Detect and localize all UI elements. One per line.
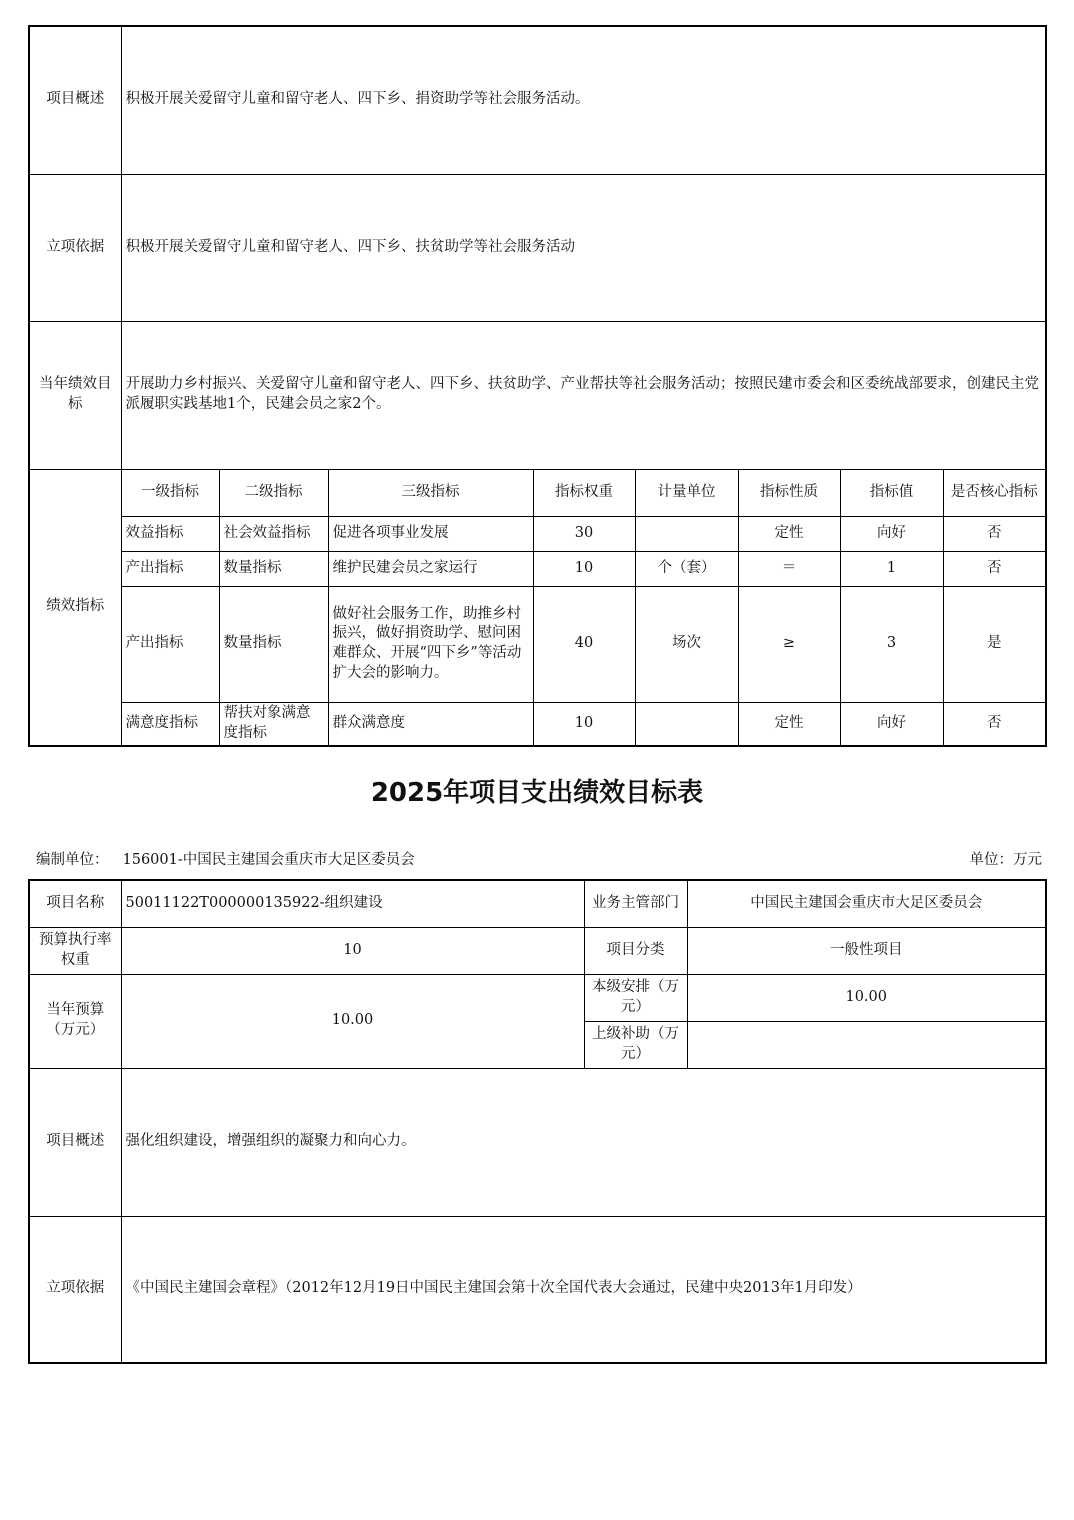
cell-weight: 10: [533, 551, 635, 586]
header-value: 指标值: [840, 469, 943, 516]
cell-unit: [635, 702, 738, 746]
header-nature: 指标性质: [738, 469, 840, 516]
table-row: [29, 702, 1046, 746]
header-level1: 一级指标: [121, 469, 219, 516]
annual-goal-text: 开展助力乡村振兴、关爱留守儿童和留守老人、四下乡、扶贫助学、产业帮扶等社会服务活动；按照民建市委会和区委统战部要求，创建民主党派履职实践基地1个，民建会员之家2个。: [121, 321, 1046, 469]
header-core: 是否核心指标: [943, 469, 1046, 516]
table-row: [29, 551, 1046, 586]
project-basis-label: 立项依据: [29, 1216, 121, 1363]
cell-core: 是: [943, 586, 1046, 702]
project-overview-row: [29, 1068, 1046, 1216]
budget-label: 当年预算（万元）: [29, 974, 121, 1068]
header-weight: 指标权重: [533, 469, 635, 516]
cell-unit: 个（套）: [635, 551, 738, 586]
table-row: [29, 516, 1046, 551]
cell-core: 否: [943, 551, 1046, 586]
project-overview-text: 强化组织建设，增强组织的凝聚力和向心力。: [121, 1068, 1046, 1216]
cell-value: 3: [840, 586, 943, 702]
cell-weight: 30: [533, 516, 635, 551]
cell-nature: ＝: [738, 551, 840, 586]
project-overview-label: 项目概述: [29, 26, 121, 174]
cell-value: 向好: [840, 516, 943, 551]
header-unit: 计量单位: [635, 469, 738, 516]
header-level3: 三级指标: [328, 469, 533, 516]
cell-value: 向好: [840, 702, 943, 746]
local-label: 本级安排（万元）: [584, 974, 687, 1021]
cell-level3: 做好社会服务工作，助推乡村振兴，做好捐资助学、慰问困难群众、开展“四下乡”等活动扩大会的影响力。: [328, 586, 533, 702]
cell-nature: 定性: [738, 516, 840, 551]
cell-unit: [635, 516, 738, 551]
cell-level3: 维护民建会员之家运行: [328, 551, 533, 586]
budget-row-local: [29, 974, 1046, 1021]
indicator-header-row: [29, 469, 1046, 516]
cell-nature: ≥: [738, 586, 840, 702]
header-level2: 二级指标: [219, 469, 328, 516]
cell-level3: 群众满意度: [328, 702, 533, 746]
category-label: 项目分类: [584, 927, 687, 974]
annual-goal-label: 当年绩效目标: [29, 321, 121, 469]
cell-level1: 满意度指标: [121, 702, 219, 746]
annual-goal-row: [29, 321, 1046, 469]
table-row: [29, 586, 1046, 702]
project-overview-text: 积极开展关爱留守儿童和留守老人、四下乡、捐资助学等社会服务活动。: [121, 26, 1046, 174]
cell-level1: 产出指标: [121, 551, 219, 586]
project-basis-text: 积极开展关爱留守儿童和留守老人、四下乡、扶贫助学等社会服务活动: [121, 174, 1046, 321]
budget-value: 10.00: [121, 974, 584, 1068]
upper-label: 上级补助（万元）: [584, 1021, 687, 1068]
cell-level3: 促进各项事业发展: [328, 516, 533, 551]
project-basis-row: [29, 174, 1046, 321]
cell-level1: 产出指标: [121, 586, 219, 702]
cell-core: 否: [943, 702, 1046, 746]
project-overview-row: [29, 26, 1046, 174]
cell-weight: 40: [533, 586, 635, 702]
cell-weight: 10: [533, 702, 635, 746]
exec-rate-value: 10: [121, 927, 584, 974]
project-basis-text: 《中国民主建国会章程》（2012年12月19日中国民主建国会第十次全国代表大会通过，民建中央2013年1月印发）: [121, 1216, 1046, 1363]
cell-value: 1: [840, 551, 943, 586]
exec-rate-row: [29, 927, 1046, 974]
project-name-value: 50011122T000000135922-组织建设: [121, 880, 584, 927]
project-name-label: 项目名称: [29, 880, 121, 927]
page-title: 2025年项目支出绩效目标表: [370, 778, 704, 808]
cell-level2: 帮扶对象满意度指标: [219, 702, 328, 746]
cell-nature: 定性: [738, 702, 840, 746]
dept-value: 中国民主建国会重庆市大足区委员会: [687, 880, 1046, 927]
cell-unit: 场次: [635, 586, 738, 702]
project-basis-row: [29, 1216, 1046, 1363]
org-line: [36, 848, 415, 869]
upper-value: [687, 1021, 1046, 1068]
org-value: 156001-中国民主建国会重庆市大足区委员会: [122, 852, 415, 868]
project-name-row: [29, 880, 1046, 927]
cell-level2: 社会效益指标: [219, 516, 328, 551]
cell-core: 否: [943, 516, 1046, 551]
cell-level1: 效益指标: [121, 516, 219, 551]
project-overview-label: 项目概述: [29, 1068, 121, 1216]
cell-level2: 数量指标: [219, 586, 328, 702]
local-value: 10.00: [687, 974, 1046, 1021]
performance-target-table: [28, 879, 1047, 1364]
project-basis-label: 立项依据: [29, 174, 121, 321]
category-value: 一般性项目: [687, 927, 1046, 974]
performance-table-continued: [28, 25, 1047, 747]
dept-label: 业务主管部门: [584, 880, 687, 927]
exec-rate-label: 预算执行率权重: [29, 927, 121, 974]
cell-level2: 数量指标: [219, 551, 328, 586]
unit-label: 单位：万元: [969, 852, 1042, 868]
org-label: 编制单位：: [36, 852, 109, 868]
indicators-label: 绩效指标: [29, 469, 121, 746]
